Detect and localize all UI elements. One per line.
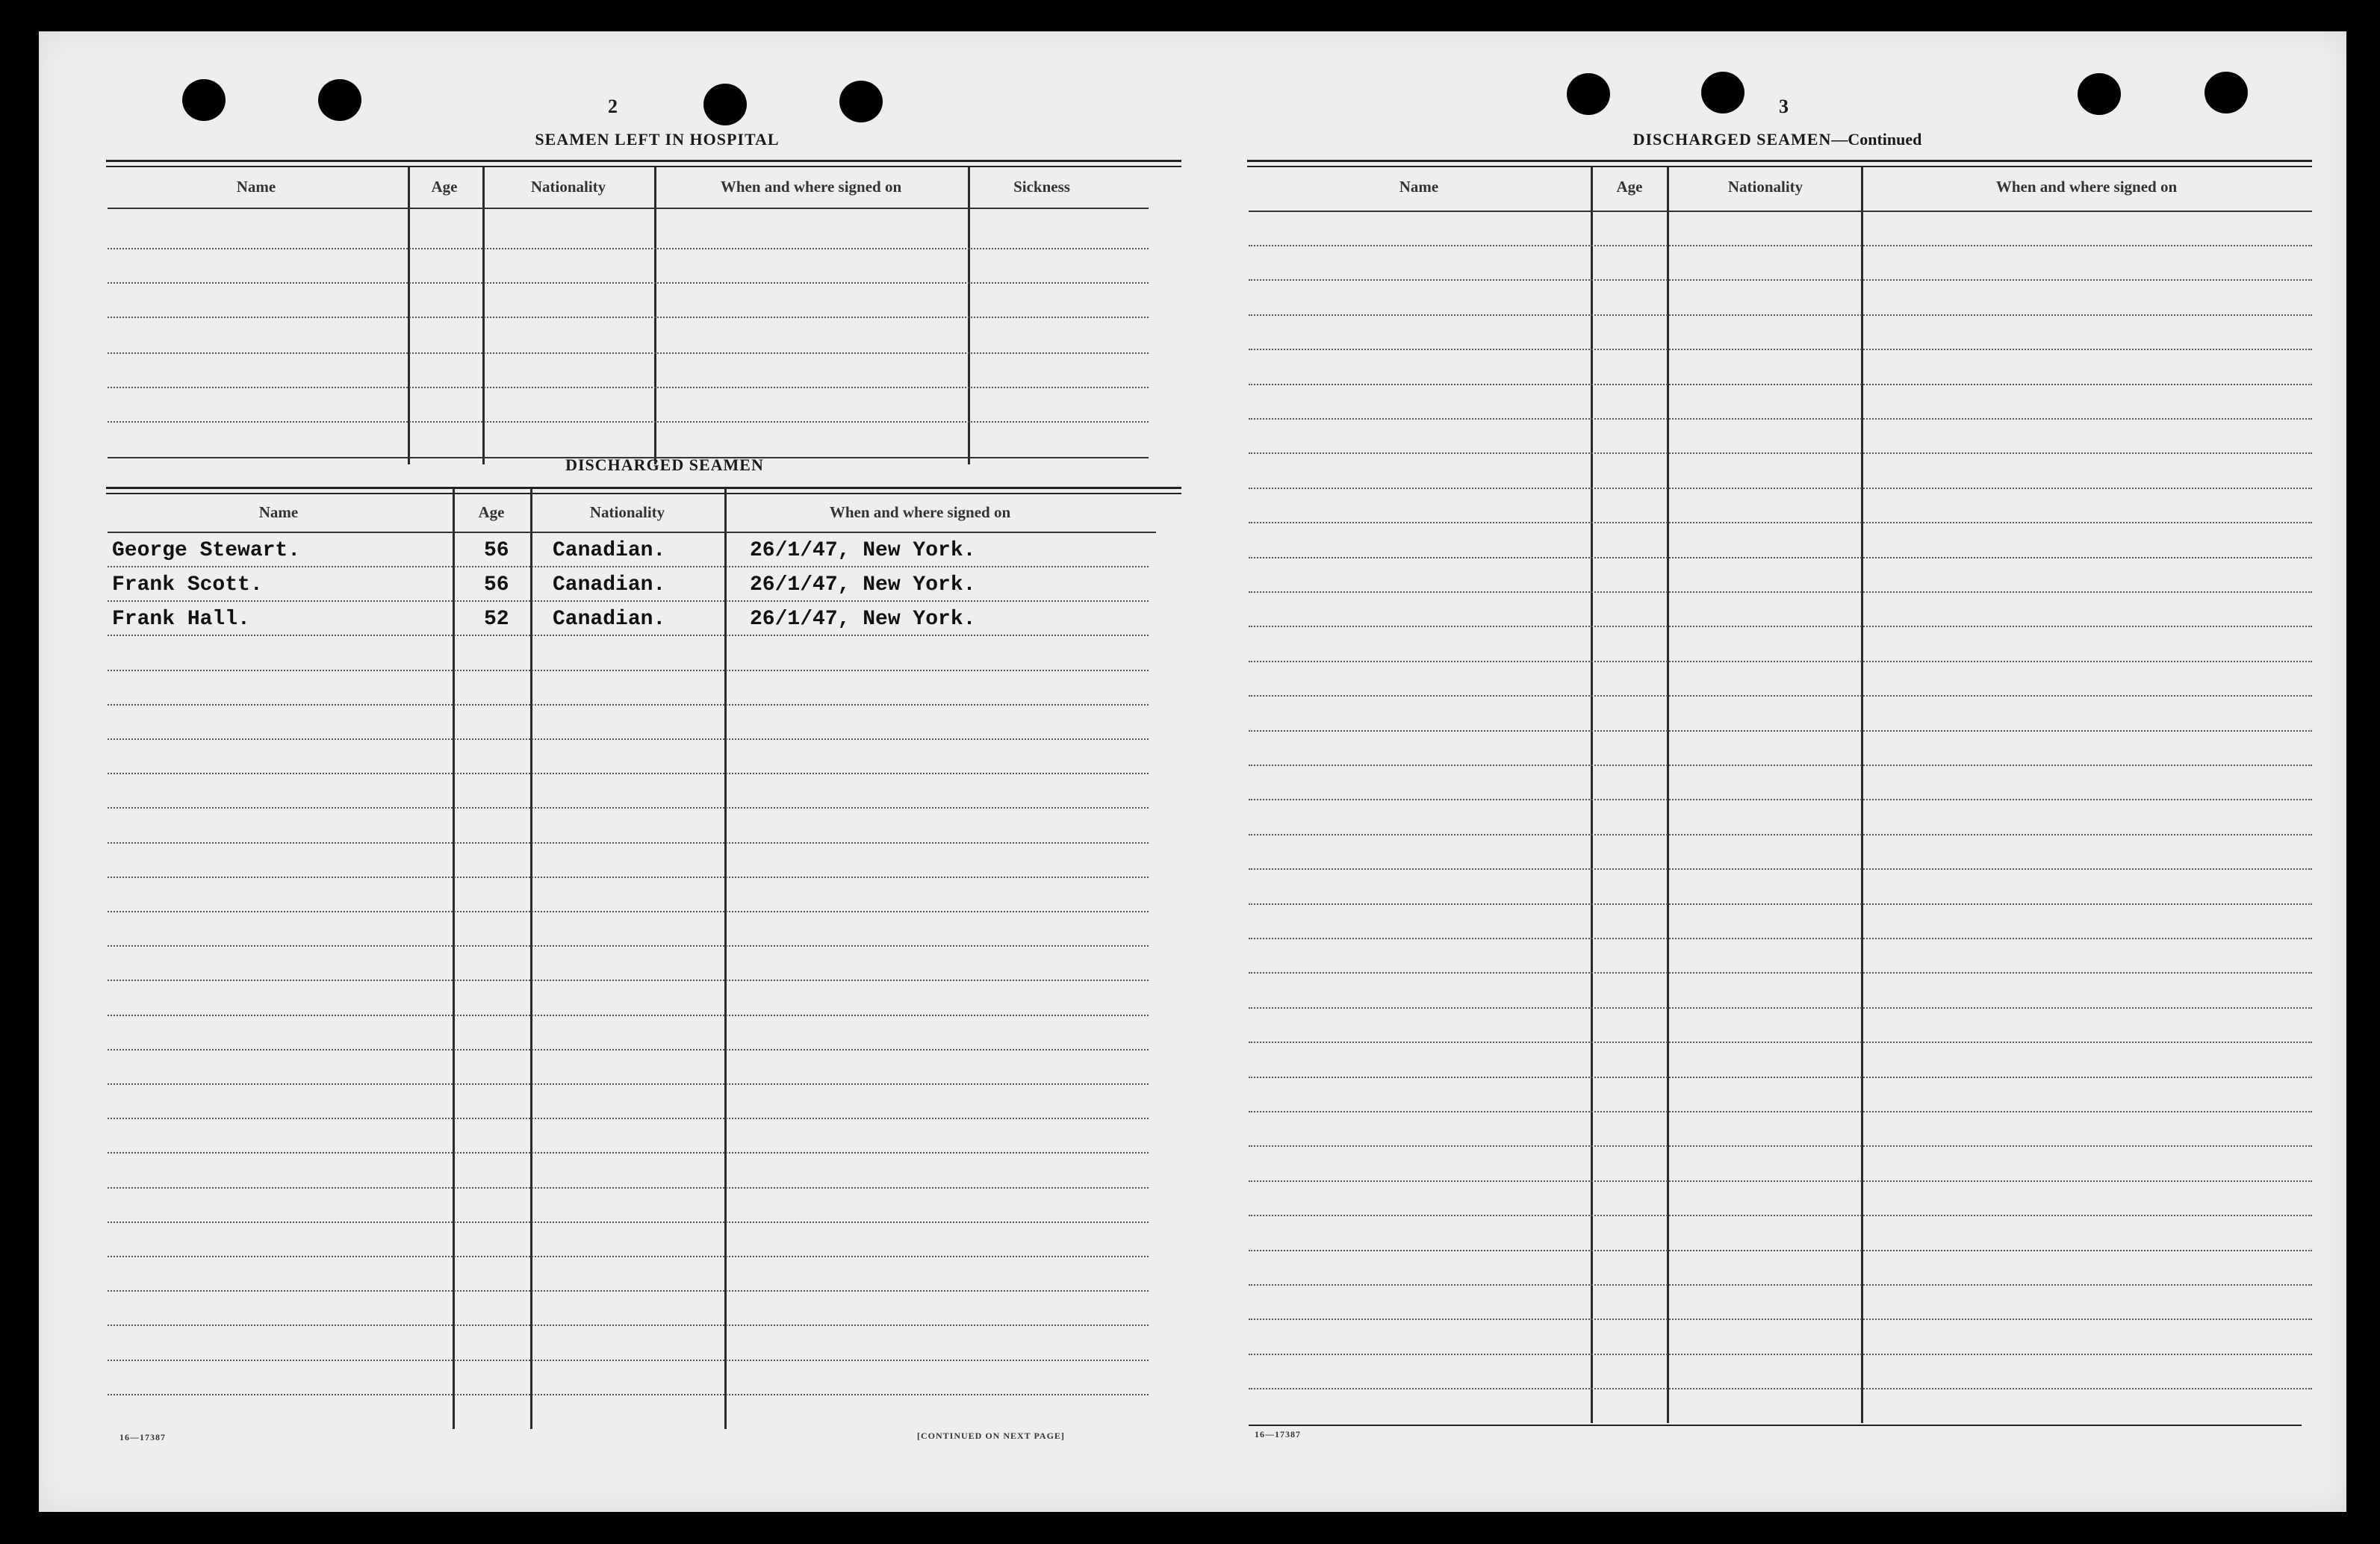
punch-hole (318, 79, 361, 121)
ruled-line (1249, 1145, 2312, 1147)
ruled-line (1249, 1111, 2312, 1112)
punch-hole (2078, 73, 2121, 115)
punch-hole (182, 79, 226, 121)
hospital-col-divider (408, 167, 410, 464)
form-number-right: 16—17387 (1255, 1429, 1301, 1439)
hospital-col-divider (482, 167, 485, 464)
right-bottom-rule (1249, 1425, 2302, 1426)
ruled-line (108, 1360, 1149, 1361)
discharged-header-rule (108, 532, 1156, 533)
hospital-section-title: SEAMEN LEFT IN HOSPITAL (535, 130, 780, 149)
ruled-line (108, 842, 1149, 844)
ruled-line (108, 773, 1149, 774)
discharged-row-1-nationality: Canadian. (553, 539, 666, 562)
discharged-top-rule-2 (106, 493, 1181, 494)
ruled-line (108, 1015, 1149, 1016)
hospital-row-line (108, 421, 1149, 423)
hospital-row-line (108, 317, 1149, 318)
ruled-line (108, 600, 1149, 602)
ruled-line (108, 1118, 1149, 1119)
punch-hole (1701, 72, 1744, 113)
ruled-line (1249, 938, 2312, 939)
ruled-line (108, 1083, 1149, 1085)
ruled-line (108, 1324, 1149, 1326)
hospital-top-rule-2 (106, 166, 1181, 167)
punch-hole (2205, 72, 2248, 113)
form-number-left: 16—17387 (119, 1432, 166, 1442)
discharged-row-3-name: Frank Hall. (112, 608, 250, 631)
right-top-rule-2 (1247, 166, 2312, 167)
ruled-line (1249, 1077, 2312, 1078)
ruled-line (1249, 868, 2312, 870)
ruled-line (108, 877, 1149, 878)
punch-hole (703, 84, 747, 125)
ruled-line (1249, 349, 2312, 350)
ruled-line (1249, 765, 2312, 766)
ruled-line (1249, 557, 2312, 558)
ruled-line (1249, 1354, 2312, 1355)
discharged-row-1-signed-on: 26/1/47, New York. (750, 539, 976, 562)
hospital-col-signed-on: When and where signed on (720, 178, 902, 196)
ruled-line (1249, 1284, 2312, 1286)
hospital-col-divider (968, 167, 970, 464)
hospital-row-line (108, 282, 1149, 284)
ruled-line (108, 635, 1149, 636)
hospital-col-name: Name (236, 178, 276, 196)
ruled-line (1249, 834, 2312, 835)
ruled-line (108, 807, 1149, 809)
discharged-section-title: DISCHARGED SEAMEN (565, 455, 764, 474)
ruled-line (108, 566, 1149, 567)
ruled-line (108, 1221, 1149, 1223)
right-top-rule (1247, 160, 2312, 162)
ruled-line (1249, 591, 2312, 593)
page-number-right: 3 (1779, 96, 1789, 117)
ruled-line (1249, 730, 2312, 732)
ruled-line (108, 945, 1149, 947)
right-header-rule (1249, 211, 2312, 212)
discharged-row-3-age: 52 (484, 608, 509, 631)
ruled-line (1249, 1042, 2312, 1043)
hospital-header-rule (108, 208, 1149, 209)
discharged-col-signed-on: When and where signed on (829, 503, 1011, 521)
right-col-divider (1861, 167, 1863, 1423)
discharged-continued-title-main: DISCHARGED SEAMEN (1632, 130, 1832, 149)
ruled-line (1249, 279, 2312, 281)
ruled-line (108, 1290, 1149, 1292)
ruled-line (1249, 695, 2312, 697)
ruled-line (108, 911, 1149, 912)
hospital-col-nationality: Nationality (530, 178, 606, 196)
ruled-line (1249, 1180, 2312, 1182)
right-col-name: Name (1399, 178, 1439, 196)
ruled-line (1249, 972, 2312, 974)
ruled-line (1249, 1215, 2312, 1216)
discharged-row-2-age: 56 (484, 573, 509, 597)
ruled-line (108, 670, 1149, 671)
ruled-line (108, 1394, 1149, 1395)
ruled-line (1249, 1250, 2312, 1251)
hospital-row-line (108, 352, 1149, 354)
ruled-line (108, 1152, 1149, 1154)
punch-hole (839, 81, 883, 122)
ruled-line (108, 1049, 1149, 1050)
ruled-line (1249, 488, 2312, 489)
ruled-line (1249, 452, 2312, 454)
discharged-row-1-name: George Stewart. (112, 539, 301, 562)
ruled-line (1249, 384, 2312, 385)
ruled-line (1249, 661, 2312, 662)
discharged-row-2-nationality: Canadian. (553, 573, 666, 597)
punch-hole (1567, 73, 1610, 115)
ruled-line (108, 1187, 1149, 1189)
right-col-divider (1591, 167, 1593, 1423)
page-number-left: 2 (608, 96, 618, 117)
ruled-line (1249, 314, 2312, 316)
discharged-col-divider (530, 488, 532, 1429)
discharged-row-3-nationality: Canadian. (553, 608, 666, 631)
discharged-col-age: Age (478, 503, 505, 521)
ruled-line (1249, 626, 2312, 627)
ruled-line (1249, 522, 2312, 523)
discharged-col-nationality: Nationality (589, 503, 665, 521)
ruled-line (108, 738, 1149, 740)
document-sheet (39, 31, 2346, 1512)
ruled-line (1249, 418, 2312, 420)
hospital-col-divider (654, 167, 656, 464)
ruled-line (108, 704, 1149, 706)
hospital-col-age: Age (431, 178, 458, 196)
discharged-col-divider (724, 488, 727, 1429)
hospital-col-sickness: Sickness (1013, 178, 1070, 196)
ruled-line (1249, 903, 2312, 905)
discharged-row-1-age: 56 (484, 539, 509, 562)
discharged-continued-title (1538, 130, 2016, 149)
continued-note: [CONTINUED ON NEXT PAGE] (917, 1431, 1065, 1441)
right-col-age: Age (1616, 178, 1643, 196)
discharged-row-3-signed-on: 26/1/47, New York. (750, 608, 976, 631)
discharged-top-rule (106, 487, 1181, 489)
ruled-line (1249, 799, 2312, 800)
ruled-line (1249, 1007, 2312, 1009)
right-col-signed-on: When and where signed on (1995, 178, 2178, 196)
ruled-line (1249, 1388, 2312, 1389)
hospital-row-line (108, 387, 1149, 388)
discharged-row-2-name: Frank Scott. (112, 573, 263, 597)
ruled-line (108, 980, 1149, 981)
right-col-divider (1667, 167, 1669, 1423)
discharged-continued-title-suffix: —Continued (1831, 130, 1922, 149)
right-col-nationality: Nationality (1727, 178, 1803, 196)
discharged-col-name: Name (258, 503, 299, 521)
discharged-row-2-signed-on: 26/1/47, New York. (750, 573, 976, 597)
ruled-line (108, 1256, 1149, 1257)
ruled-line (1249, 1319, 2312, 1320)
hospital-row-line (108, 248, 1149, 249)
ruled-line (1249, 245, 2312, 246)
hospital-top-rule (106, 160, 1181, 162)
discharged-col-divider (453, 488, 455, 1429)
